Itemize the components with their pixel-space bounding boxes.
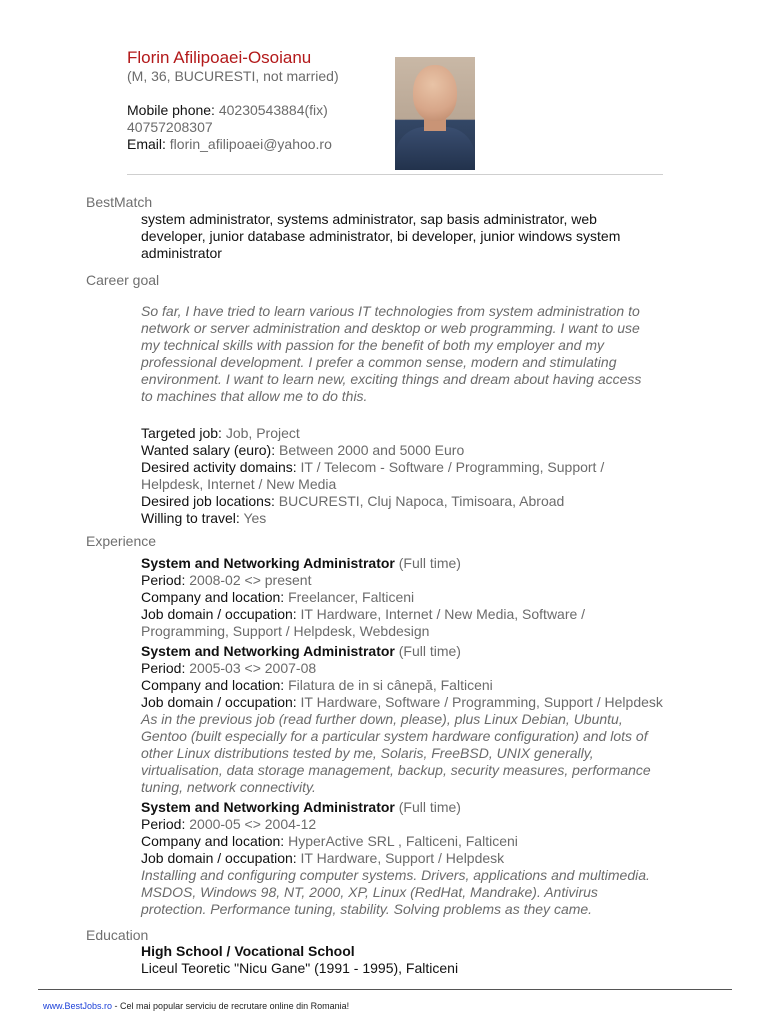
job-title: System and Networking Administrator: [141, 555, 395, 571]
candidate-photo: [395, 57, 475, 170]
job-type: (Full time): [398, 555, 461, 571]
footer: [43, 1001, 349, 1012]
footer-divider: [38, 989, 732, 990]
candidate-name: Florin Afilipoaei-Osoianu: [127, 48, 312, 67]
bestmatch-line: developer, junior database administrator, bi developer, junior windows system: [141, 228, 621, 244]
period-value: 2008-02 <> present: [189, 572, 312, 588]
email-row: [127, 136, 567, 153]
job-description-line: tuning, network connectivity.: [141, 779, 316, 795]
wanted-salary-row: [141, 442, 721, 459]
education-section: [141, 943, 721, 977]
experience-section: [141, 555, 721, 918]
candidate-header: [127, 48, 567, 153]
domain-value: IT Hardware, Software / Programming, Support / Helpdesk: [300, 694, 663, 710]
domain-value: IT Hardware, Support / Helpdesk: [300, 850, 505, 866]
travel-label: Willing to travel:: [141, 510, 240, 526]
bestmatch-line: system administrator, systems administrator, sap basis administrator, web: [141, 211, 597, 227]
domain-value-2: Programming, Support / Helpdesk, Webdesign: [141, 623, 430, 639]
wanted-salary-value: Between 2000 and 5000 Euro: [278, 442, 465, 458]
career-goal-section: [141, 303, 721, 527]
email-label: Email:: [127, 136, 166, 152]
bestjobs-link[interactable]: www.BestJobs.ro: [43, 1001, 113, 1011]
job-period-row: [141, 572, 721, 589]
job-description-line: other Linux distributions tested by me, Solaris, FreeBSD, UNIX generally,: [141, 745, 594, 761]
company-label: Company and location:: [141, 589, 285, 605]
domain-label: Job domain / occupation:: [141, 850, 297, 866]
bestmatch-list: [141, 211, 721, 262]
job-period-row: [141, 816, 721, 833]
period-value: 2000-05 <> 2004-12: [189, 816, 317, 832]
wanted-salary-label: Wanted salary (euro):: [141, 442, 276, 458]
targeted-job-row: [141, 425, 721, 442]
bestmatch-line: administrator: [141, 245, 222, 261]
job-locations-row: [141, 493, 721, 510]
job-company-row: [141, 833, 721, 850]
career-goal-line: my technical skills with passion for the benefit of both my employer and my: [141, 337, 604, 353]
period-label: Period:: [141, 660, 186, 676]
company-label: Company and location:: [141, 833, 285, 849]
travel-row: [141, 510, 721, 527]
job-title: System and Networking Administrator: [141, 643, 395, 659]
company-value: HyperActive SRL , Falticeni, Falticeni: [288, 833, 518, 849]
job-description-line: virtualisation, data storage management, backup, security measures, performance: [141, 762, 651, 778]
job-description-line: protection. Performance tuning, stability. Solving problems as they came.: [141, 901, 593, 917]
job-period-row: [141, 660, 721, 677]
period-label: Period:: [141, 572, 186, 588]
education-heading: Education: [86, 927, 149, 943]
career-goal-line: environment. I want to learn new, exciting things and dream about having access: [141, 371, 642, 387]
job-type: (Full time): [398, 799, 461, 815]
education-title: High School / Vocational School: [141, 943, 355, 959]
job-title-row: [141, 643, 721, 660]
domain-label: Job domain / occupation:: [141, 606, 297, 622]
career-goal-line: to machines that allow me to do this.: [141, 388, 368, 404]
bestmatch-heading: BestMatch: [86, 194, 153, 210]
job-title-row: [141, 555, 721, 572]
job-type: (Full time): [398, 643, 461, 659]
job-domain-row: [141, 694, 721, 711]
career-goal-line: So far, I have tried to learn various IT technologies from system administration to: [141, 303, 640, 319]
education-school: Liceul Teoretic "Nicu Gane" (1991 - 1995), Falticeni: [141, 960, 459, 976]
job-description: [141, 867, 721, 918]
job-description: [141, 711, 721, 796]
job-entry: [141, 555, 721, 640]
job-description-line: Gentoo (built especially for a particular system hardware configuration) and lots of: [141, 728, 648, 744]
job-domain-row: [141, 850, 721, 867]
footer-text: - Cel mai popular serviciu de recrutare online din Romania!: [114, 1001, 350, 1011]
career-goal-heading: Career goal: [86, 272, 160, 288]
job-description-line: MSDOS, Windows 98, NT, 2000, XP, Linux (RedHat, Mandrake). Antivirus: [141, 884, 598, 900]
job-title-row: [141, 799, 721, 816]
job-title: System and Networking Administrator: [141, 799, 395, 815]
activity-domains-value: IT / Telecom - Software / Programming, Support /: [300, 459, 605, 475]
job-company-row: [141, 677, 721, 694]
job-entry: [141, 643, 721, 796]
job-locations-label: Desired job locations:: [141, 493, 275, 509]
activity-domains-label: Desired activity domains:: [141, 459, 297, 475]
job-domain-row: [141, 606, 721, 623]
activity-domains-value-2: Helpdesk, Internet / New Media: [141, 476, 337, 492]
domain-label: Job domain / occupation:: [141, 694, 297, 710]
job-company-row: [141, 589, 721, 606]
email-value: florin_afilipoaei@yahoo.ro: [169, 136, 332, 152]
candidate-details: (M, 36, BUCURESTI, not married): [127, 68, 339, 84]
job-description-line: Installing and configuring computer systems. Drivers, applications and multimedia.: [141, 867, 650, 883]
job-locations-value: BUCURESTI, Cluj Napoca, Timisoara, Abroad: [278, 493, 565, 509]
company-value: Freelancer, Falticeni: [288, 589, 415, 605]
header-divider: [127, 174, 663, 175]
job-description-line: As in the previous job (read further down, please), plus Linux Debian, Ubuntu,: [141, 711, 623, 727]
career-goal-line: network or server administration and desktop or web programming. I want to use: [141, 320, 640, 336]
experience-heading: Experience: [86, 533, 157, 549]
job-entry: [141, 799, 721, 918]
mobile-label: Mobile phone:: [127, 102, 215, 118]
career-goal-line: professional development. I prefer a common sense, modern and stimulating: [141, 354, 617, 370]
mobile-value-2: 40757208307: [127, 119, 213, 135]
company-value: Filatura de in si cânepă, Falticeni: [288, 677, 493, 693]
mobile-phone-row: [127, 102, 567, 119]
activity-domains-row: [141, 459, 721, 476]
period-label: Period:: [141, 816, 186, 832]
company-label: Company and location:: [141, 677, 285, 693]
career-goal-text: [141, 303, 721, 405]
travel-value: Yes: [243, 510, 267, 526]
targeted-job-label: Targeted job:: [141, 425, 222, 441]
domain-value: IT Hardware, Internet / New Media, Software /: [300, 606, 586, 622]
targeted-job-value: Job, Project: [225, 425, 300, 441]
mobile-value: 40230543884(fix): [218, 102, 328, 118]
period-value: 2005-03 <> 2007-08: [189, 660, 317, 676]
